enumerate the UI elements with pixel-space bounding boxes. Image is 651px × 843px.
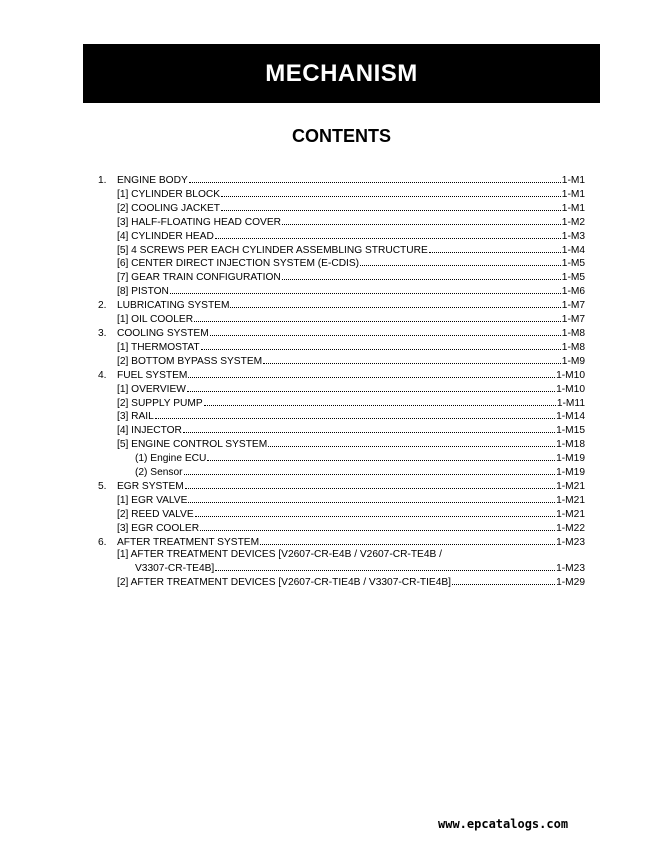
toc-entry-page: 1-M1: [561, 188, 585, 200]
toc-entry-title: LUBRICATING SYSTEM: [117, 300, 230, 312]
toc-leader-dots: [268, 438, 555, 447]
toc-entry-page: 1-M23: [556, 563, 585, 575]
toc-entry-title: [4] INJECTOR: [117, 425, 182, 437]
toc-leader-dots: [195, 508, 555, 517]
toc-entry[interactable]: [98, 424, 585, 438]
toc-entry-page: 1-M8: [561, 341, 585, 353]
toc-entry-page: 1-M21: [556, 480, 585, 492]
toc-entry[interactable]: [98, 271, 585, 285]
toc-leader-dots: [189, 174, 561, 183]
toc-leader-dots: [185, 480, 555, 489]
toc-entry-page: 1-M10: [556, 383, 585, 395]
toc-entry[interactable]: [98, 576, 585, 590]
toc-entry-title: (1) Engine ECU: [135, 453, 207, 465]
toc-leader-dots: [184, 466, 556, 475]
toc-entry[interactable]: [98, 466, 585, 480]
toc-entry-page: 1-M10: [556, 369, 585, 381]
toc-leader-dots: [215, 230, 561, 239]
toc-leader-dots: [200, 522, 555, 531]
toc-entry[interactable]: [98, 508, 585, 522]
toc-entry-number: 6.: [98, 536, 107, 548]
toc-entry-number: 2.: [98, 300, 107, 312]
toc-entry-page: 1-M21: [556, 494, 585, 506]
toc-entry[interactable]: [98, 230, 585, 244]
toc-leader-dots: [221, 188, 561, 197]
toc-entry-page: 1-M2: [561, 216, 585, 228]
toc-entry[interactable]: [98, 397, 585, 411]
toc-entry-title: [8] PISTON: [117, 286, 169, 298]
toc-leader-dots: [170, 285, 561, 294]
toc-entry-title: [4] CYLINDER HEAD: [117, 230, 214, 242]
toc-leader-dots: [194, 313, 561, 322]
toc-leader-dots: [204, 397, 556, 406]
toc-entry-page: 1-M9: [561, 355, 585, 367]
toc-entry-page: 1-M21: [556, 508, 585, 520]
toc-entry[interactable]: [98, 480, 585, 494]
toc-entry-title: [1] EGR VALVE: [117, 494, 188, 506]
toc-leader-dots: [263, 355, 561, 364]
toc-entry-page: 1-M29: [556, 577, 585, 589]
toc-entry-title: [3] HALF-FLOATING HEAD COVER: [117, 216, 281, 228]
toc-entry[interactable]: [98, 549, 585, 562]
toc-leader-dots: [155, 410, 555, 419]
toc-leader-dots: [187, 383, 555, 392]
toc-entry-page: 1-M7: [561, 300, 585, 312]
toc-entry-title: [3] EGR COOLER: [117, 522, 200, 534]
toc-entry-page: 1-M3: [561, 230, 585, 242]
toc-entry-title: [1] OIL COOLER: [117, 314, 194, 326]
toc-leader-dots: [429, 244, 561, 253]
toc-leader-dots: [207, 452, 555, 461]
toc-entry-title: [1] CYLINDER BLOCK: [117, 188, 221, 200]
toc-entry-page: 1-M15: [556, 425, 585, 437]
toc-entry[interactable]: [98, 383, 585, 397]
toc-entry[interactable]: [98, 244, 585, 258]
toc-entry-title: (2) Sensor: [135, 467, 183, 479]
toc-entry-title: [2] AFTER TREATMENT DEVICES [V2607-CR-TIE4B / V3307-CR-TIE4B]: [117, 577, 452, 589]
toc-entry-page: 1-M7: [561, 314, 585, 326]
toc-entry-page: 1-M6: [561, 286, 585, 298]
watermark-url: www.epcatalogs.com: [438, 817, 569, 831]
toc-entry-title: COOLING SYSTEM: [117, 327, 209, 339]
toc-entry-title: V3307-CR-TE4B]: [135, 563, 215, 575]
toc-entry-number: 5.: [98, 480, 107, 492]
toc-entry[interactable]: [98, 494, 585, 508]
toc-leader-dots: [452, 576, 555, 585]
toc-leader-dots: [282, 216, 561, 225]
toc-entry[interactable]: [98, 174, 585, 188]
contents-heading: CONTENTS: [292, 126, 391, 146]
toc-leader-dots: [210, 327, 561, 336]
toc-entry[interactable]: [98, 438, 585, 452]
toc-entry-page: 1-M5: [561, 272, 585, 284]
toc-entry-title: [6] CENTER DIRECT INJECTION SYSTEM (E-CDIS): [117, 258, 360, 270]
toc-entry-title: [3] RAIL: [117, 411, 154, 423]
toc-entry[interactable]: [98, 536, 585, 550]
toc-entry-title: [5] ENGINE CONTROL SYSTEM: [117, 439, 268, 451]
toc-entry-title: [2] COOLING JACKET: [117, 202, 221, 214]
toc-entry-page: 1-M11: [556, 397, 585, 409]
toc-leader-dots: [188, 494, 555, 503]
toc-entry[interactable]: [98, 355, 585, 369]
toc-entry[interactable]: [98, 257, 585, 271]
toc-entry[interactable]: [98, 202, 585, 216]
toc-entry-page: 1-M23: [556, 536, 585, 548]
toc-leader-dots: [282, 271, 561, 280]
toc-entry-page: 1-M8: [561, 327, 585, 339]
toc-entry[interactable]: [98, 369, 585, 383]
toc-entry-page: 1-M1: [561, 175, 585, 186]
toc-entry-page: 1-M22: [556, 522, 585, 534]
title-banner: [83, 44, 600, 103]
toc-entry-title: [1] THERMOSTAT: [117, 341, 200, 353]
toc-entry-title: AFTER TREATMENT SYSTEM: [117, 536, 260, 548]
toc-leader-dots: [215, 562, 555, 571]
section-title: MECHANISM: [265, 59, 418, 87]
toc-entry-title: [1] OVERVIEW: [117, 383, 186, 395]
toc-entry-number: 4.: [98, 369, 107, 381]
toc-leader-dots: [260, 536, 555, 545]
toc-entry-title: [1] AFTER TREATMENT DEVICES [V2607-CR-E4B / V2607-CR-TE4B /: [117, 549, 442, 561]
toc-entry-page: 1-M4: [561, 244, 585, 256]
toc-entry-title: [2] SUPPLY PUMP: [117, 397, 203, 409]
toc-leader-dots: [221, 202, 561, 211]
toc-entry-number: 1.: [98, 175, 107, 186]
toc-entry-title: FUEL SYSTEM: [117, 369, 188, 381]
toc-entry-title: [7] GEAR TRAIN CONFIGURATION: [117, 272, 281, 284]
toc-entry-title: [5] 4 SCREWS PER EACH CYLINDER ASSEMBLING STRUCTURE: [117, 244, 428, 256]
toc-entry-page: 1-M19: [556, 467, 585, 479]
toc-entry-page: 1-M18: [556, 439, 585, 451]
toc-entry[interactable]: [98, 313, 585, 327]
toc-entry[interactable]: [98, 188, 585, 202]
toc-entry-page: 1-M14: [556, 411, 585, 423]
table-of-contents: [98, 174, 585, 590]
toc-entry-title: EGR SYSTEM: [117, 480, 184, 492]
toc-entry-title: ENGINE BODY: [117, 175, 188, 186]
toc-entry[interactable]: [98, 341, 585, 355]
toc-leader-dots: [183, 424, 555, 433]
toc-entry[interactable]: [98, 216, 585, 230]
toc-entry-page: 1-M5: [561, 258, 585, 270]
toc-leader-dots: [230, 299, 560, 308]
toc-leader-dots: [360, 257, 561, 266]
toc-entry[interactable]: [98, 299, 585, 313]
toc-entry[interactable]: [98, 327, 585, 341]
toc-entry-page: 1-M19: [556, 453, 585, 465]
toc-entry[interactable]: [98, 410, 585, 424]
toc-entry[interactable]: [98, 285, 585, 299]
toc-entry-page: 1-M1: [561, 202, 585, 214]
toc-entry-title: [2] REED VALVE: [117, 508, 194, 520]
toc-entry-title: [2] BOTTOM BYPASS SYSTEM: [117, 355, 263, 367]
toc-entry[interactable]: [98, 452, 585, 466]
toc-leader-dots: [201, 341, 561, 350]
toc-leader-dots: [188, 369, 555, 378]
toc-entry[interactable]: [98, 562, 585, 576]
toc-entry[interactable]: [98, 522, 585, 536]
toc-entry-number: 3.: [98, 327, 107, 339]
